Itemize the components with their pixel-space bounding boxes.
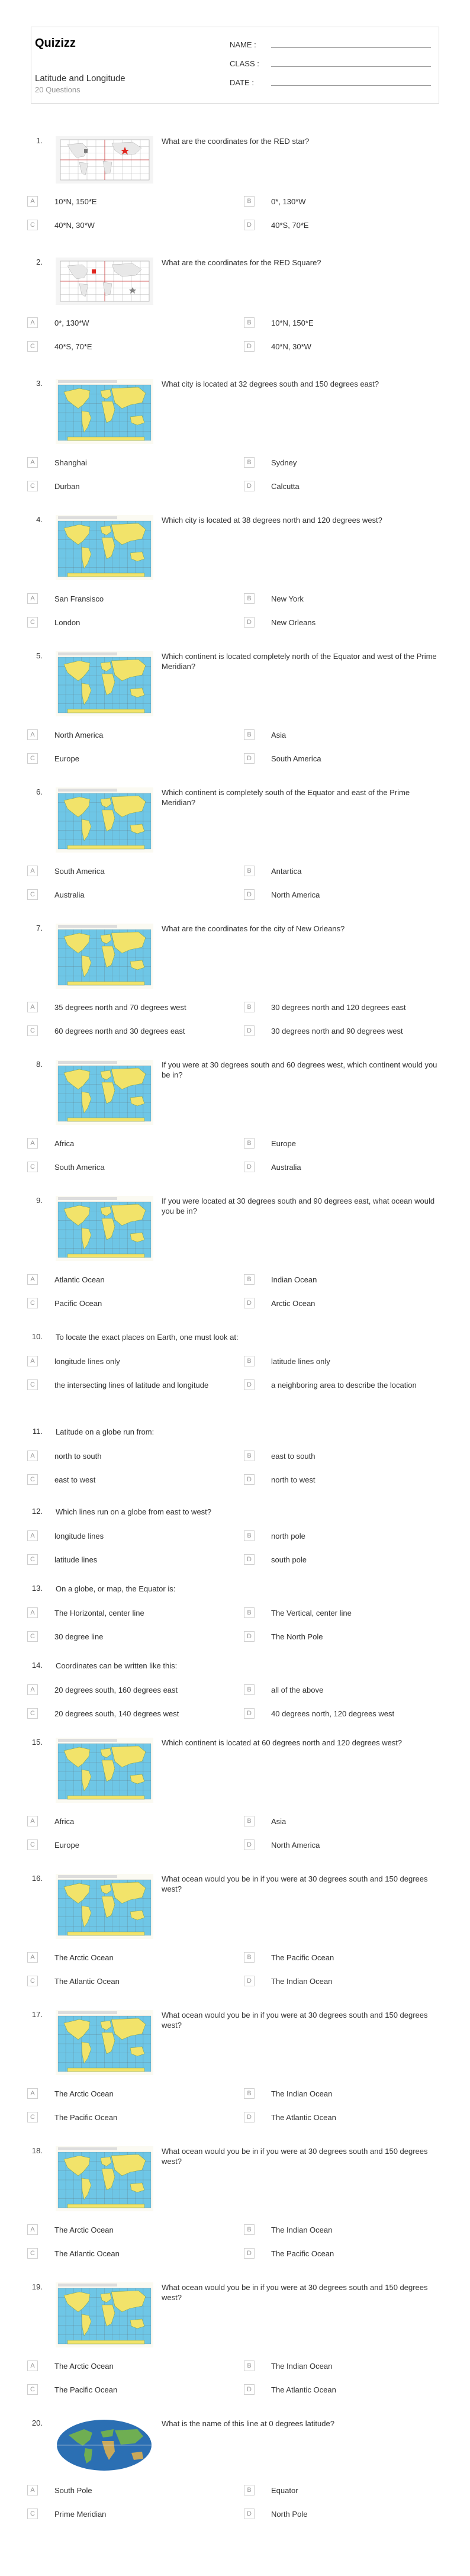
option-text: Pacific Ocean <box>54 1299 102 1308</box>
option-letter-box: D <box>244 1839 255 1850</box>
option-letter-box: A <box>27 196 38 207</box>
option-text: The Pacific Ocean <box>271 2249 334 2258</box>
option-letter-box: B <box>244 1816 255 1826</box>
option-letter-box: D <box>244 1631 255 1642</box>
option-text: Europe <box>54 1841 79 1850</box>
question-image <box>56 515 153 583</box>
option-letter-box: C <box>27 341 38 352</box>
option-letter-box: D <box>244 2509 255 2519</box>
option-letter-box: D <box>244 1474 255 1485</box>
option-text: London <box>54 618 81 627</box>
option-letter-box: A <box>27 866 38 876</box>
question-image <box>56 1738 153 1806</box>
option-text: Arctic Ocean <box>271 1299 316 1308</box>
option-text: South America <box>54 867 105 876</box>
option-letter-box: A <box>27 2485 38 2495</box>
worksheet-header <box>31 27 439 104</box>
date-field[interactable] <box>230 78 254 87</box>
question-text: Which lines run on a globe from east to west? <box>56 1507 212 1516</box>
question-number: 12. <box>31 1507 43 1516</box>
question-text: Which continent is completely south of the Equator and east of the Prime Meridian? <box>162 788 410 807</box>
option-letter-box: B <box>244 593 255 604</box>
option-text: South America <box>271 754 321 763</box>
class-label: CLASS : <box>230 59 259 68</box>
option-letter-box: C <box>27 1162 38 1172</box>
option-text: 30 degree line <box>54 1632 104 1641</box>
option-letter-box: D <box>244 1298 255 1308</box>
option-letter-box: D <box>244 617 255 628</box>
class-field[interactable] <box>230 59 259 68</box>
world-map-image <box>56 924 153 989</box>
option-letter-box: C <box>27 1631 38 1642</box>
question-text: To locate the exact places on Earth, one must look at: <box>56 1333 239 1342</box>
option-text: 40*S, 70*E <box>54 342 92 351</box>
option-letter-box: C <box>27 1379 38 1390</box>
option-text: The Atlantic Ocean <box>271 2113 336 2122</box>
option-letter-box: B <box>244 1138 255 1149</box>
option-text: 0*, 130*W <box>54 319 89 327</box>
world-map-image <box>56 379 153 444</box>
option-text: 60 degrees north and 30 degrees east <box>54 1027 185 1035</box>
option-text: Shanghai <box>54 458 87 467</box>
question-text: What ocean would you be in if you were at 30 degrees south and 150 degrees west? <box>162 2283 428 2302</box>
question-text: Which continent is located at 60 degrees north and 120 degrees west? <box>162 1738 403 1747</box>
question-text: What ocean would you be in if you were at 30 degrees south and 150 degrees west? <box>162 2011 428 2030</box>
world-map-image <box>56 1738 153 1803</box>
option-text: The Pacific Ocean <box>54 2385 118 2394</box>
option-letter-box: A <box>27 1002 38 1012</box>
option-text: New York <box>271 594 304 603</box>
option-letter-box: D <box>244 2112 255 2122</box>
option-text: South America <box>54 1163 105 1172</box>
option-text: The Pacific Ocean <box>271 1953 334 1962</box>
question-number: 11. <box>32 1427 43 1436</box>
option-letter-box: D <box>244 2384 255 2395</box>
option-text: The Arctic Ocean <box>54 1953 114 1962</box>
option-text: The Arctic Ocean <box>54 2089 114 2098</box>
option-letter-box: D <box>244 1976 255 1986</box>
option-letter-box: A <box>27 1356 38 1366</box>
option-text: south pole <box>271 1555 307 1564</box>
option-letter-box: B <box>244 1002 255 1012</box>
option-text: 40 degrees north, 120 degrees west <box>271 1709 395 1718</box>
option-letter-box: C <box>27 617 38 628</box>
option-text: San Fransisco <box>54 594 104 603</box>
option-letter-box: B <box>244 2360 255 2371</box>
option-letter-box: C <box>27 1708 38 1719</box>
option-text: 10*N, 150*E <box>271 319 314 327</box>
option-letter-box: B <box>244 196 255 207</box>
question-image <box>56 787 153 856</box>
option-text: Asia <box>271 731 286 739</box>
option-letter-box: B <box>244 1451 255 1461</box>
option-letter-box: A <box>27 1274 38 1285</box>
option-text: the intersecting lines of latitude and longitude <box>54 1381 209 1390</box>
question-number: 20. <box>31 2419 43 2427</box>
option-letter-box: D <box>244 1025 255 1036</box>
question-text: On a globe, or map, the Equator is: <box>56 1584 176 1593</box>
question-number: 17. <box>31 2010 43 2019</box>
option-letter-box: B <box>244 1530 255 1541</box>
world-map-image <box>56 1196 153 1261</box>
option-text: all of the above <box>271 1686 324 1694</box>
option-letter-box: D <box>244 341 255 352</box>
option-text: 20 degrees south, 160 degrees east <box>54 1686 178 1694</box>
option-text: north to south <box>54 1452 102 1461</box>
question-number: 10. <box>31 1332 43 1341</box>
option-text: The Atlantic Ocean <box>54 2249 120 2258</box>
option-letter-box: A <box>27 1451 38 1461</box>
option-text: Sydney <box>271 458 297 467</box>
question-number: 4. <box>36 515 43 524</box>
question-number: 15. <box>31 1738 43 1747</box>
option-letter-box: A <box>27 729 38 740</box>
option-text: North America <box>54 731 104 739</box>
option-letter-box: D <box>244 1554 255 1565</box>
question-image <box>56 924 153 992</box>
option-letter-box: B <box>244 866 255 876</box>
option-text: 40*N, 30*W <box>271 342 311 351</box>
question-number: 13. <box>31 1584 43 1593</box>
option-text: The Arctic Ocean <box>54 2362 114 2371</box>
option-text: Australia <box>271 1163 301 1172</box>
option-letter-box: A <box>27 2224 38 2235</box>
question-text: Coordinates can be written like this: <box>56 1661 178 1670</box>
question-image <box>56 258 153 308</box>
question-text: What ocean would you be in if you were at 30 degrees south and 150 degrees west? <box>162 2147 428 2166</box>
oval-world-map-image <box>56 2419 153 2472</box>
option-letter-box: A <box>27 2088 38 2099</box>
option-text: east to west <box>54 1475 96 1484</box>
question-text: Latitude on a globe run from: <box>56 1427 154 1436</box>
option-text: longitude lines only <box>54 1357 120 1366</box>
option-letter-box: B <box>244 1274 255 1285</box>
option-letter-box: D <box>244 753 255 764</box>
option-text: Africa <box>54 1817 75 1826</box>
name-field[interactable] <box>230 40 256 49</box>
question-text: What is the name of this line at 0 degrees latitude? <box>162 2419 334 2428</box>
question-number: 14. <box>31 1661 43 1670</box>
option-letter-box: C <box>27 1025 38 1036</box>
option-text: North Pole <box>271 2510 308 2519</box>
option-text: 10*N, 150*E <box>54 197 97 206</box>
question-image <box>56 2010 153 2078</box>
question-number: 18. <box>31 2146 43 2155</box>
option-letter-box: A <box>27 593 38 604</box>
option-letter-box: C <box>27 2384 38 2395</box>
option-text: The North Pole <box>271 1632 323 1641</box>
option-text: Australia <box>54 890 85 899</box>
option-letter-box: A <box>27 1138 38 1149</box>
option-letter-box: C <box>27 1976 38 1986</box>
option-text: Europe <box>271 1139 296 1148</box>
option-text: Prime Meridian <box>54 2510 107 2519</box>
question-image <box>56 2282 153 2350</box>
option-letter-box: A <box>27 1684 38 1695</box>
question-number: 1. <box>36 136 43 145</box>
question-text: Which city is located at 38 degrees north and 120 degrees west? <box>162 516 382 525</box>
option-text: Atlantic Ocean <box>54 1275 105 1284</box>
option-text: 30 degrees north and 120 degrees east <box>271 1003 406 1012</box>
date-label: DATE : <box>230 78 254 87</box>
option-text: a neighboring area to describe the location <box>271 1381 417 1390</box>
option-text: 40*S, 70*E <box>271 221 309 230</box>
option-text: South Pole <box>54 2486 92 2495</box>
world-map-image <box>56 1060 153 1125</box>
option-letter-box: D <box>244 1162 255 1172</box>
question-text: What are the coordinates for the city of New Orleans? <box>162 924 345 933</box>
red-square-marker <box>92 269 96 274</box>
option-text: The Arctic Ocean <box>54 2226 114 2234</box>
question-text: What are the coordinates for the RED star? <box>162 137 310 146</box>
option-letter-box: B <box>244 1356 255 1366</box>
option-letter-box: B <box>244 1952 255 1963</box>
option-text: The Atlantic Ocean <box>271 2385 336 2394</box>
question-text: What city is located at 32 degrees south and 150 degrees east? <box>162 380 379 388</box>
coordinate-grid-map-image <box>56 136 153 184</box>
option-text: North America <box>271 1841 320 1850</box>
question-image <box>56 136 153 186</box>
option-text: 0*, 130*W <box>271 197 306 206</box>
option-text: The Pacific Ocean <box>54 2113 118 2122</box>
option-text: The Atlantic Ocean <box>54 1977 120 1986</box>
option-text: The Indian Ocean <box>271 1977 333 1986</box>
option-letter-box: B <box>244 2088 255 2099</box>
option-letter-box: C <box>27 1839 38 1850</box>
option-text: Calcutta <box>271 482 300 491</box>
option-text: latitude lines <box>54 1555 98 1564</box>
question-number: 6. <box>36 787 43 796</box>
option-letter-box: C <box>27 481 38 491</box>
option-letter-box: D <box>244 2248 255 2259</box>
option-letter-box: A <box>27 1607 38 1618</box>
option-text: Indian Ocean <box>271 1275 317 1284</box>
question-text: If you were located at 30 degrees south and 90 degrees east, what ocean would you be in? <box>162 1197 435 1215</box>
option-text: The Horizontal, center line <box>54 1609 144 1617</box>
option-letter-box: A <box>27 1530 38 1541</box>
option-letter-box: A <box>27 1952 38 1963</box>
coordinate-grid-map-image <box>56 258 153 305</box>
option-letter-box: D <box>244 1379 255 1390</box>
question-number: 9. <box>36 1196 43 1205</box>
option-letter-box: B <box>244 729 255 740</box>
option-letter-box: D <box>244 1708 255 1719</box>
option-text: Asia <box>271 1817 286 1826</box>
option-letter-box: A <box>27 457 38 468</box>
option-text: The Indian Ocean <box>271 2362 333 2371</box>
question-count: 20 Questions <box>35 85 81 94</box>
question-image <box>56 2146 153 2214</box>
option-text: Equator <box>271 2486 298 2495</box>
option-letter-box: C <box>27 2248 38 2259</box>
option-letter-box: D <box>244 481 255 491</box>
option-letter-box: B <box>244 2485 255 2495</box>
option-letter-box: C <box>27 1474 38 1485</box>
option-letter-box: B <box>244 1607 255 1618</box>
question-number: 8. <box>36 1060 43 1069</box>
option-letter-box: D <box>244 889 255 900</box>
option-letter-box: C <box>27 889 38 900</box>
world-map-image <box>56 2010 153 2075</box>
option-text: 20 degrees south, 140 degrees west <box>54 1709 179 1718</box>
option-letter-box: A <box>27 1816 38 1826</box>
option-letter-box: C <box>27 2112 38 2122</box>
option-letter-box: B <box>244 1684 255 1695</box>
option-letter-box: A <box>27 317 38 328</box>
question-number: 16. <box>31 1874 43 1883</box>
quizizz-logo: Quizizz <box>35 37 76 50</box>
question-image <box>56 379 153 447</box>
question-text: What ocean would you be in if you were at 30 degrees south and 150 degrees west? <box>162 1874 428 1893</box>
question-number: 7. <box>36 924 43 932</box>
world-map-image <box>56 1874 153 1939</box>
option-text: north pole <box>271 1532 305 1541</box>
option-text: east to south <box>271 1452 316 1461</box>
world-map-image <box>56 515 153 580</box>
option-text: north to west <box>271 1475 316 1484</box>
option-text: North America <box>271 890 320 899</box>
option-text: Durban <box>54 482 80 491</box>
option-letter-box: B <box>244 2224 255 2235</box>
question-image <box>56 1060 153 1128</box>
option-text: longitude lines <box>54 1532 104 1541</box>
question-text: If you were at 30 degrees south and 60 degrees west, which continent would you be in? <box>162 1060 437 1079</box>
option-text: The Vertical, center line <box>271 1609 352 1617</box>
option-letter-box: C <box>27 220 38 230</box>
option-text: 30 degrees north and 90 degrees west <box>271 1027 403 1035</box>
option-text: latitude lines only <box>271 1357 330 1366</box>
option-text: 35 degrees north and 70 degrees west <box>54 1003 186 1012</box>
world-map-image <box>56 2146 153 2211</box>
option-letter-box: C <box>27 1554 38 1565</box>
option-text: New Orleans <box>271 618 316 627</box>
option-letter-box: C <box>27 2509 38 2519</box>
question-number: 5. <box>36 651 43 660</box>
question-text: Which continent is located completely north of the Equator and west of the Prime Meridian? <box>162 652 437 671</box>
question-image <box>56 2419 153 2475</box>
option-text: The Indian Ocean <box>271 2089 333 2098</box>
worksheet-title: Latitude and Longitude <box>35 73 125 83</box>
question-number: 2. <box>36 258 43 266</box>
question-image <box>56 651 153 719</box>
world-map-image <box>56 2282 153 2347</box>
option-letter-box: C <box>27 1298 38 1308</box>
world-map-image <box>56 651 153 716</box>
question-text: What are the coordinates for the RED Square? <box>162 258 321 267</box>
option-text: The Indian Ocean <box>271 2226 333 2234</box>
world-map-image <box>56 787 153 853</box>
question-number: 3. <box>36 379 43 388</box>
name-label: NAME : <box>230 40 256 49</box>
option-letter-box: A <box>27 2360 38 2371</box>
option-letter-box: B <box>244 457 255 468</box>
option-letter-box: D <box>244 220 255 230</box>
option-text: 40*N, 30*W <box>54 221 95 230</box>
option-text: Antartica <box>271 867 302 876</box>
option-letter-box: B <box>244 317 255 328</box>
question-number: 19. <box>31 2282 43 2291</box>
question-image <box>56 1874 153 1942</box>
option-text: Africa <box>54 1139 75 1148</box>
question-image <box>56 1196 153 1264</box>
option-letter-box: C <box>27 753 38 764</box>
option-text: Europe <box>54 754 79 763</box>
